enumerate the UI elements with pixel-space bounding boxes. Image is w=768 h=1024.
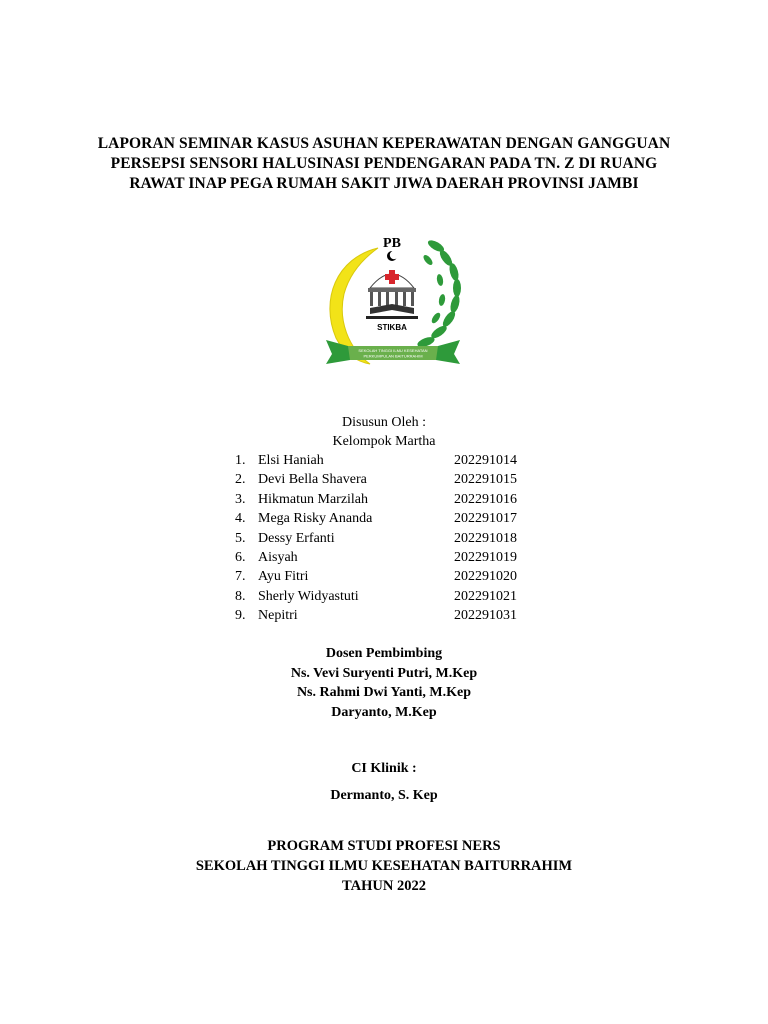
member-number: 2. xyxy=(235,472,246,488)
footer-line: TAHUN 2022 xyxy=(342,878,426,894)
member-name: Nepitri xyxy=(258,608,298,624)
list-item xyxy=(235,606,545,625)
member-nim: 202291014 xyxy=(454,453,517,468)
logo-ribbon-line2: PERKUMPULAN BAITURRAHIM xyxy=(363,353,423,359)
member-number: 3. xyxy=(235,491,246,507)
advisor-section xyxy=(0,644,768,722)
member-list xyxy=(235,451,545,626)
member-nim: 202291018 xyxy=(454,530,517,546)
list-item xyxy=(235,587,545,606)
ci-label: CI Klinik : xyxy=(351,761,417,776)
member-nim: 202291016 xyxy=(454,491,517,507)
institution-footer xyxy=(0,836,768,896)
list-item xyxy=(235,548,545,567)
member-number: 8. xyxy=(235,588,246,604)
ci-name: Dermanto, S. Kep xyxy=(330,788,438,803)
member-name: Devi Bella Shavera xyxy=(258,472,367,488)
member-name: Mega Risky Ananda xyxy=(258,511,373,527)
member-nim: 202291017 xyxy=(454,511,517,527)
advisor-name: Ns. Rahmi Dwi Yanti, M.Kep xyxy=(296,685,472,700)
member-nim: 202291019 xyxy=(454,549,517,565)
logo-ribbon-line1: SEKOLAH TINGGI ILMU KESEHATAN xyxy=(358,348,428,353)
list-item xyxy=(235,509,545,528)
ci-section xyxy=(0,759,768,806)
member-name: Elsi Haniah xyxy=(258,453,324,468)
footer-line: PROGRAM STUDI PROFESI NERS xyxy=(267,838,501,854)
member-number: 9. xyxy=(235,608,246,624)
title-line: RAWAT INAP PEGA RUMAH SAKIT JIWA DAERAH PROVINSI JAMBI xyxy=(129,175,639,192)
member-name: Aisyah xyxy=(258,549,298,565)
advisor-name: Ns. Vevi Suryenti Putri, M.Kep xyxy=(290,665,478,681)
member-name: Sherly Widyastuti xyxy=(258,588,359,604)
member-name: Dessy Erfanti xyxy=(258,530,335,546)
member-name: Ayu Fitri xyxy=(258,569,309,585)
advisor-label: Dosen Pembimbing xyxy=(325,646,443,661)
member-number: 7. xyxy=(235,569,246,585)
list-item xyxy=(235,529,545,548)
member-nim: 202291015 xyxy=(454,472,517,488)
list-item xyxy=(235,490,545,509)
document-title xyxy=(60,134,708,194)
list-item xyxy=(235,567,545,586)
footer-line: SEKOLAH TINGGI ILMU KESEHATAN BAITURRAHIM xyxy=(195,858,573,874)
group-name: Kelompok Martha xyxy=(332,434,436,449)
member-name: Hikmatun Marzilah xyxy=(258,491,369,507)
logo-top-text: PB xyxy=(383,236,401,251)
authored-label: Disusun Oleh : xyxy=(342,415,426,430)
logo-name: STIKBA xyxy=(377,323,407,332)
list-item xyxy=(235,470,545,489)
member-number: 1. xyxy=(235,453,246,468)
title-line: LAPORAN SEMINAR KASUS ASUHAN KEPERAWATAN DENGAN GANGGUAN xyxy=(97,135,671,152)
member-nim: 202291021 xyxy=(454,588,517,604)
list-item xyxy=(235,451,545,470)
member-number: 4. xyxy=(235,511,246,527)
advisor-name: Daryanto, M.Kep xyxy=(331,704,437,720)
member-nim: 202291020 xyxy=(454,569,517,585)
member-nim: 202291031 xyxy=(454,608,517,624)
member-number: 5. xyxy=(235,530,246,546)
stikba-logo xyxy=(318,230,468,370)
title-line: PERSEPSI SENSORI HALUSINASI PENDENGARAN PADA TN. Z DI RUANG xyxy=(110,155,658,172)
authored-by xyxy=(0,413,768,451)
member-number: 6. xyxy=(235,549,246,565)
